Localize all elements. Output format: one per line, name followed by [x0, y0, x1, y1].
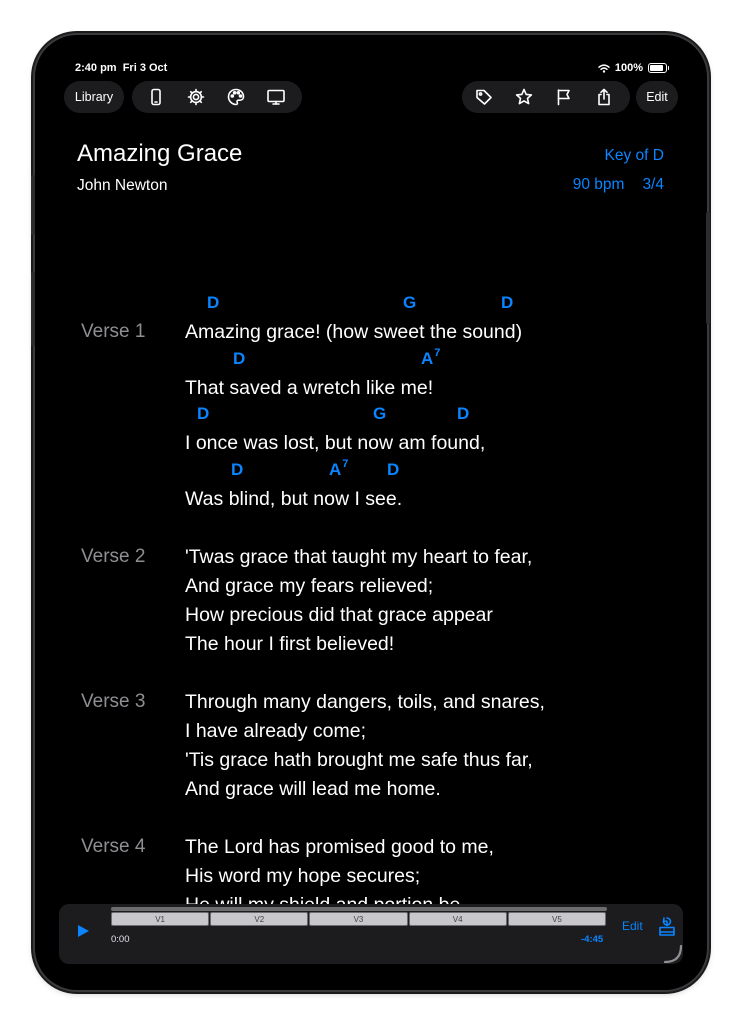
chord-label[interactable]	[197, 404, 209, 424]
chord-label[interactable]	[231, 460, 243, 480]
share-button[interactable]	[584, 81, 624, 113]
favorite-button[interactable]	[504, 81, 544, 113]
chord-name: A	[329, 459, 342, 479]
flag-icon	[554, 87, 574, 107]
song-time-signature[interactable]: 3/4	[642, 176, 664, 193]
lyric-line: 'Tis grace hath brought me safe thus far,	[185, 748, 533, 771]
display-button[interactable]	[256, 81, 296, 113]
phone-view-button[interactable]	[136, 81, 176, 113]
chord-extension: 7	[434, 346, 441, 359]
timeline-segment[interactable]: V4	[409, 912, 507, 926]
chord-label[interactable]	[403, 293, 416, 313]
chord-label[interactable]	[373, 404, 386, 424]
playback-bar	[59, 904, 683, 964]
resize-corner-icon	[661, 942, 683, 964]
display-icon	[266, 87, 286, 107]
timeline-segment[interactable]: V1	[111, 912, 209, 926]
lyric-line: I have already come;	[185, 719, 367, 742]
tag-icon	[474, 87, 494, 107]
status-bar	[75, 62, 667, 78]
lyric-line: 'Twas grace that taught my heart to fear,	[185, 545, 533, 568]
player-edit-button[interactable]: Edit	[622, 919, 643, 933]
chord-name: D	[207, 293, 220, 312]
status-date: Fri 3 Oct	[122, 62, 168, 74]
palette-icon	[226, 87, 246, 107]
lyric-line: His word my hope secures;	[185, 864, 421, 887]
phone-icon	[146, 87, 166, 107]
settings-button[interactable]	[176, 81, 216, 113]
chord-label[interactable]	[501, 293, 513, 313]
lyric-line: Was blind, but now I see.	[185, 487, 403, 510]
chord-name: G	[403, 293, 417, 312]
theme-button[interactable]	[216, 81, 256, 113]
flag-button[interactable]	[544, 81, 584, 113]
time-remaining: -4:45	[581, 934, 604, 945]
timeline-segment[interactable]: V2	[210, 912, 308, 926]
lyric-line: That saved a wretch like me!	[185, 376, 434, 399]
volume-down-hardware	[31, 272, 35, 346]
metronome-icon	[655, 915, 679, 939]
song-tempo[interactable]: 90 bpm	[572, 176, 625, 193]
lyric-line: How precious did that grace appear	[185, 603, 493, 626]
lyric-line: And grace will lead me home.	[185, 777, 441, 800]
status-right	[598, 62, 667, 74]
star-icon	[514, 87, 534, 107]
chord-label[interactable]	[457, 404, 469, 424]
chord-name: D	[231, 459, 244, 479]
lyric-line: The Lord has promised good to me,	[185, 835, 494, 858]
ipad-screen	[35, 35, 707, 990]
play-icon	[76, 924, 90, 938]
lyric-line: Through many dangers, toils, and snares,	[185, 690, 545, 713]
tag-button[interactable]	[464, 81, 504, 113]
library-button[interactable]	[64, 81, 124, 113]
status-time: 2:40 pm	[75, 62, 117, 74]
battery-icon	[648, 63, 667, 73]
song-tempo-meter	[573, 176, 664, 194]
chord-label[interactable]	[387, 460, 399, 480]
library-label: Library	[74, 90, 114, 104]
metronome-button[interactable]	[655, 915, 679, 939]
view-options-group	[132, 81, 302, 113]
chord-label[interactable]	[207, 293, 219, 313]
volume-up-hardware	[31, 175, 35, 235]
chord-label[interactable]	[421, 346, 441, 369]
timeline-segment[interactable]: V5	[508, 912, 606, 926]
song-actions-group	[462, 81, 630, 113]
play-button[interactable]	[73, 921, 93, 941]
edit-button[interactable]	[636, 81, 678, 113]
lyric-line: I once was lost, but now am found,	[185, 432, 486, 454]
lyric-line: The hour I first believed!	[185, 632, 395, 655]
chord-name: D	[457, 404, 470, 423]
share-icon	[594, 87, 614, 107]
wifi-icon	[598, 64, 610, 73]
lyric-line: Amazing grace! (how sweet the sound)	[185, 321, 523, 343]
verse-label: Verse 3	[81, 690, 146, 712]
section-timeline[interactable]	[111, 907, 607, 927]
chord-name: A	[421, 348, 434, 368]
verse-label: Verse 2	[81, 545, 146, 567]
top-button-hardware	[706, 212, 710, 324]
edit-label: Edit	[646, 90, 668, 104]
lyric-line: And grace my fears relieved;	[185, 574, 434, 597]
song-title: Amazing Grace	[77, 140, 243, 167]
song-author: John Newton	[77, 177, 168, 194]
chord-name: D	[501, 293, 514, 312]
chord-name: G	[373, 404, 387, 423]
song-key[interactable]: Key of D	[604, 147, 664, 164]
chord-label[interactable]	[233, 349, 245, 369]
lyrics-view[interactable]	[35, 235, 707, 906]
gear-icon	[186, 87, 206, 107]
time-elapsed: 0:00	[111, 934, 130, 945]
timeline-segment[interactable]: V3	[309, 912, 407, 926]
verse-label: Verse 1	[81, 321, 146, 342]
chord-extension: 7	[342, 457, 349, 470]
battery-percent: 100%	[614, 62, 643, 74]
chord-name: D	[387, 459, 400, 479]
chord-name: D	[233, 348, 246, 368]
battery-fill	[650, 65, 663, 71]
verse-label: Verse 4	[81, 835, 146, 857]
status-time-date	[75, 62, 167, 74]
chord-label[interactable]	[329, 457, 349, 480]
chord-name: D	[197, 404, 210, 423]
